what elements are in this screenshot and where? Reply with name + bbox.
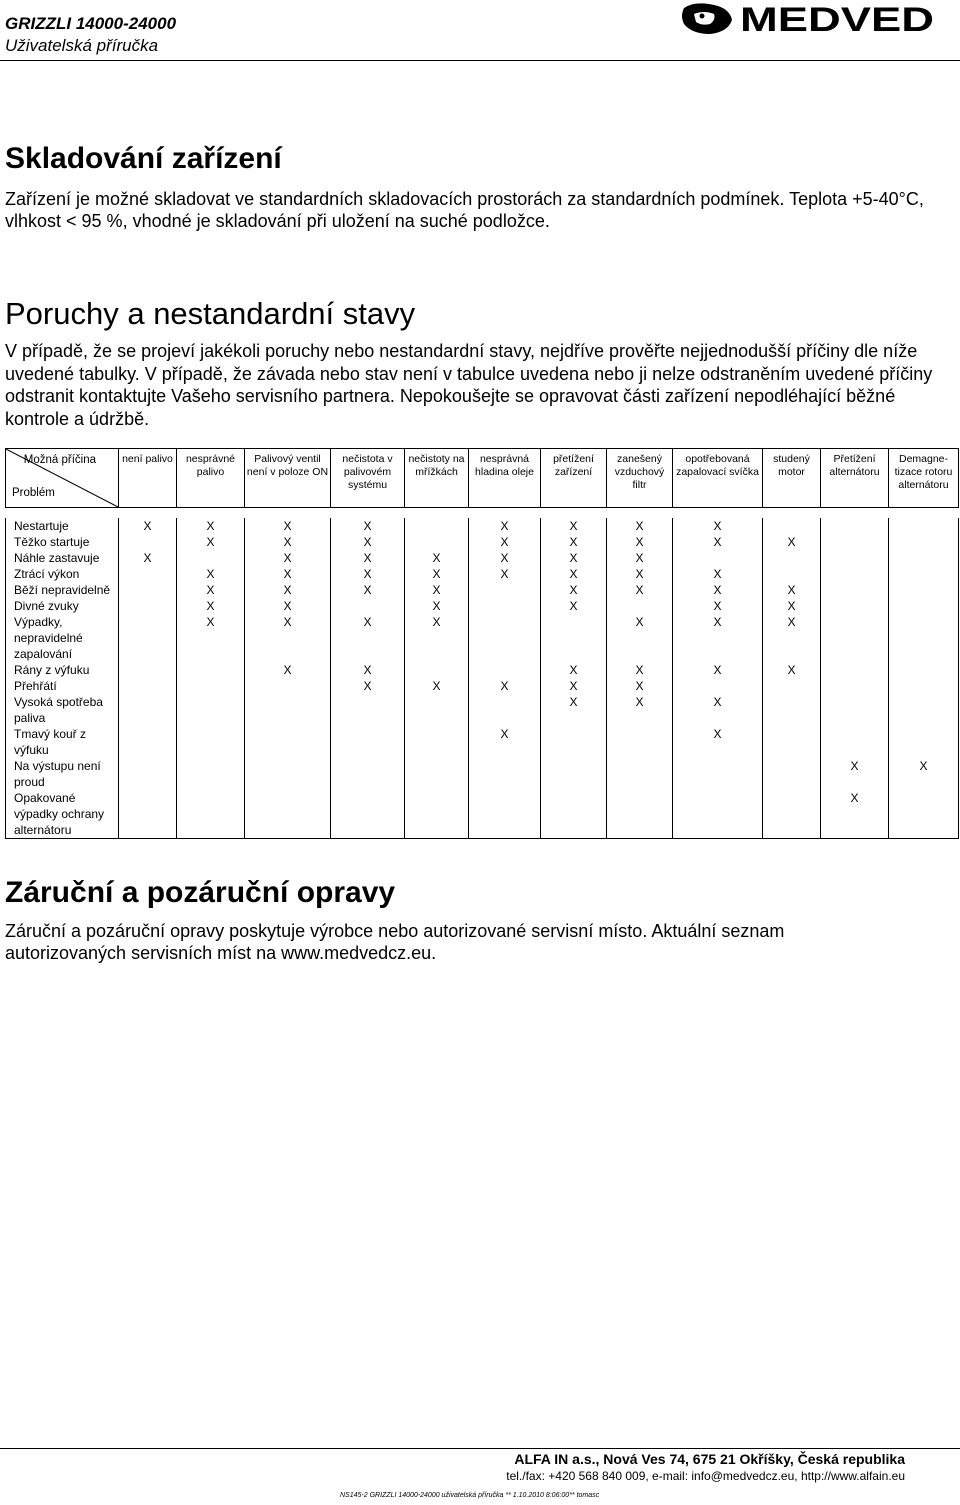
table-row [6, 790, 959, 839]
problem-cell: Vysoká spotřeba paliva [6, 694, 119, 726]
problem-cell: Těžko startuje [6, 534, 119, 550]
cause-mark-cell [821, 550, 889, 566]
manual-subtitle: Uživatelská příručka [5, 36, 159, 55]
problem-cell: Opakované výpadky ochrany alternátoru [6, 790, 119, 839]
warranty-heading: Záruční a pozáruční opravy [5, 876, 396, 909]
cause-mark-cell [245, 678, 331, 694]
cause-mark-cell: X [673, 534, 763, 550]
cause-mark-cell [889, 614, 959, 662]
cause-mark-cell [177, 694, 245, 726]
cause-mark-cell: X [541, 678, 607, 694]
cause-mark-cell [889, 582, 959, 598]
spacer-cell [119, 508, 177, 519]
cause-mark-cell [177, 726, 245, 758]
cause-mark-cell [331, 726, 405, 758]
cause-mark-cell [119, 582, 177, 598]
table-body [6, 508, 959, 839]
cause-mark-cell [821, 726, 889, 758]
cause-mark-cell [177, 678, 245, 694]
cause-mark-cell [889, 518, 959, 534]
cause-mark-cell [889, 694, 959, 726]
cause-mark-cell [889, 598, 959, 614]
cause-mark-cell [177, 550, 245, 566]
table-row [6, 566, 959, 582]
cause-mark-cell: X [331, 518, 405, 534]
cause-mark-cell [119, 790, 177, 839]
problem-cell: Náhle zastavuje [6, 550, 119, 566]
cause-mark-cell: X [673, 582, 763, 598]
cause-header-cell: opotřebovaná zapalovací svíčka [673, 449, 763, 508]
cause-mark-cell: X [607, 550, 673, 566]
cause-mark-cell [541, 614, 607, 662]
cause-mark-cell [889, 566, 959, 582]
table-row [6, 614, 959, 662]
problem-cell: Přehřátí [6, 678, 119, 694]
cause-mark-cell [763, 790, 821, 839]
troubleshooting-table [5, 448, 959, 839]
cause-mark-cell: X [245, 518, 331, 534]
cause-mark-cell: X [177, 566, 245, 582]
cause-mark-cell: X [405, 678, 469, 694]
cause-mark-cell [889, 678, 959, 694]
cause-mark-cell [245, 694, 331, 726]
problem-cell: Nestartuje [6, 518, 119, 534]
cause-mark-cell [607, 598, 673, 614]
header-divider [0, 60, 960, 61]
cause-mark-cell: X [469, 566, 541, 582]
cause-mark-cell [119, 566, 177, 582]
cause-mark-cell [469, 614, 541, 662]
faults-heading: Poruchy a nestandardní stavy [5, 296, 416, 331]
cause-mark-cell: X [331, 614, 405, 662]
cause-mark-cell: X [763, 598, 821, 614]
spacer-cell [889, 508, 959, 519]
cause-mark-cell: X [405, 566, 469, 582]
cause-mark-cell [405, 758, 469, 790]
cause-mark-cell: X [405, 582, 469, 598]
table-corner-cell [6, 449, 119, 508]
cause-mark-cell [607, 790, 673, 839]
cause-mark-cell: X [177, 598, 245, 614]
spacer-cell [177, 508, 245, 519]
cause-mark-cell [245, 726, 331, 758]
cause-mark-cell [821, 534, 889, 550]
table-row [6, 518, 959, 534]
cause-mark-cell: X [607, 694, 673, 726]
cause-mark-cell: X [889, 758, 959, 790]
cause-mark-cell: X [821, 790, 889, 839]
cause-mark-cell: X [331, 550, 405, 566]
cause-mark-cell [821, 598, 889, 614]
cause-mark-cell [245, 790, 331, 839]
cause-mark-cell: X [245, 534, 331, 550]
cause-mark-cell [119, 598, 177, 614]
cause-mark-cell: X [405, 550, 469, 566]
footer-contact: tel./fax: +420 568 840 009, e-mail: info@medvedcz.eu, http://www.alfain.eu [506, 1469, 905, 1483]
cause-mark-cell [821, 566, 889, 582]
cause-header-cell: zanešený vzduchový filtr [607, 449, 673, 508]
cause-mark-cell: X [673, 598, 763, 614]
cause-mark-cell: X [541, 566, 607, 582]
cause-header-cell: Přetížení alternátoru [821, 449, 889, 508]
cause-header-cell: studený motor [763, 449, 821, 508]
cause-mark-cell [889, 534, 959, 550]
footer-company: ALFA IN a.s., Nová Ves 74, 675 21 Okříšky, Česká republika [514, 1451, 905, 1467]
cause-mark-cell: X [245, 614, 331, 662]
cause-mark-cell [331, 790, 405, 839]
cause-mark-cell: X [673, 726, 763, 758]
table-row [6, 758, 959, 790]
table-row [6, 726, 959, 758]
cause-mark-cell [541, 758, 607, 790]
problem-cell: Na výstupu není proud [6, 758, 119, 790]
problem-cell: Běží nepravidelně [6, 582, 119, 598]
cause-mark-cell: X [541, 534, 607, 550]
cause-mark-cell [177, 758, 245, 790]
cause-mark-cell: X [245, 598, 331, 614]
cause-mark-cell: X [541, 582, 607, 598]
cause-mark-cell [119, 758, 177, 790]
cause-mark-cell [763, 758, 821, 790]
cause-mark-cell: X [541, 662, 607, 678]
cause-header-cell: nečistota v palivovém systému [331, 449, 405, 508]
cause-header-cell: není palivo [119, 449, 177, 508]
cause-mark-cell [331, 758, 405, 790]
spacer-cell [607, 508, 673, 519]
cause-mark-cell [331, 598, 405, 614]
medved-logo [680, 2, 936, 36]
cause-mark-cell: X [405, 598, 469, 614]
cause-header-cell: nečistoty na mřížkách [405, 449, 469, 508]
cause-mark-cell [889, 790, 959, 839]
cause-mark-cell: X [469, 550, 541, 566]
cause-mark-cell [607, 726, 673, 758]
cause-mark-cell [245, 758, 331, 790]
table-row [6, 694, 959, 726]
cause-mark-cell [821, 694, 889, 726]
cause-mark-cell [673, 758, 763, 790]
table-row [6, 662, 959, 678]
cause-mark-cell [469, 758, 541, 790]
cause-mark-cell: X [607, 582, 673, 598]
footer-divider [0, 1448, 960, 1449]
cause-mark-cell [673, 790, 763, 839]
cause-mark-cell: X [331, 534, 405, 550]
cause-mark-cell: X [331, 678, 405, 694]
table-row [6, 534, 959, 550]
warranty-text: Záruční a pozáruční opravy poskytuje výrobce nebo autorizované servisní místo. Aktuální seznam autorizovaných servisních míst na www.medvedcz.eu. [5, 921, 785, 963]
table-row [6, 678, 959, 694]
product-title: GRIZZLI 14000-24000 [5, 14, 177, 33]
cause-mark-cell [889, 726, 959, 758]
cause-mark-cell [469, 598, 541, 614]
cause-header-cell: nesprávná hladina oleje [469, 449, 541, 508]
cause-mark-cell [469, 790, 541, 839]
cause-mark-cell: X [177, 534, 245, 550]
table-row [6, 598, 959, 614]
cause-mark-cell: X [119, 518, 177, 534]
cause-mark-cell [821, 678, 889, 694]
cause-mark-cell: X [673, 566, 763, 582]
cause-mark-cell [177, 662, 245, 678]
problem-cell: Tmavý kouř z výfuku [6, 726, 119, 758]
cause-mark-cell [405, 662, 469, 678]
cause-mark-cell [889, 662, 959, 678]
spacer-cell [405, 508, 469, 519]
cause-mark-cell [119, 694, 177, 726]
cause-mark-cell: X [673, 662, 763, 678]
cause-mark-cell [541, 790, 607, 839]
cause-mark-cell: X [763, 662, 821, 678]
cause-mark-cell: X [763, 534, 821, 550]
cause-mark-cell: X [331, 566, 405, 582]
cause-mark-cell [541, 726, 607, 758]
cause-mark-cell [119, 614, 177, 662]
table-row [6, 582, 959, 598]
cause-mark-cell [889, 550, 959, 566]
storage-heading: Skladování zařízení [5, 142, 282, 175]
cause-mark-cell: X [541, 694, 607, 726]
corner-problem-label: Problém [12, 487, 55, 499]
problem-cell: Výpadky, nepravidelné zapalování [6, 614, 119, 662]
table-header-row [6, 449, 959, 508]
cause-mark-cell: X [607, 614, 673, 662]
logo-wordmark: MEDVED [740, 2, 934, 36]
cause-mark-cell [821, 582, 889, 598]
bear-head-icon [682, 3, 732, 34]
cause-mark-cell: X [245, 662, 331, 678]
cause-mark-cell: X [541, 598, 607, 614]
cause-mark-cell [821, 518, 889, 534]
cause-mark-cell [405, 790, 469, 839]
cause-mark-cell: X [245, 582, 331, 598]
cause-mark-cell: X [177, 614, 245, 662]
cause-mark-cell: X [763, 582, 821, 598]
cause-mark-cell [763, 678, 821, 694]
cause-mark-cell [763, 694, 821, 726]
cause-mark-cell [469, 694, 541, 726]
cause-mark-cell [119, 662, 177, 678]
cause-mark-cell [763, 550, 821, 566]
cause-mark-cell: X [469, 726, 541, 758]
cause-header-cell: nesprávné palivo [177, 449, 245, 508]
spacer-cell [331, 508, 405, 519]
cause-mark-cell [763, 518, 821, 534]
cause-mark-cell: X [607, 534, 673, 550]
cause-mark-cell: X [245, 550, 331, 566]
spacer-cell [245, 508, 331, 519]
faults-text: V případě, že se projeví jakékoli poruchy nebo nestandardní stavy, nejdříve prověřte nejjednodušší příčiny dle níže uvedené tabulky. V případě, že závada nebo stav není v tabulce uvedena nebo ji nelze odstraněním uvedené příčiny odstranit kontaktujte Vašeho servisního partnera. Nepokoušejte se opravovat části zařízení nepodléhající běžné kontrole a údržbě. [5, 341, 933, 429]
cause-mark-cell: X [469, 518, 541, 534]
cause-mark-cell [119, 726, 177, 758]
table-row [6, 550, 959, 566]
spacer-cell [6, 508, 119, 519]
cause-mark-cell: X [541, 550, 607, 566]
problem-cell: Divné zvuky [6, 598, 119, 614]
cause-mark-cell: X [245, 566, 331, 582]
cause-mark-cell [119, 678, 177, 694]
spacer-cell [821, 508, 889, 519]
cause-header-cell: Palivový ventil není v poloze ON [245, 449, 331, 508]
cause-mark-cell [607, 758, 673, 790]
cause-mark-cell [405, 726, 469, 758]
cause-mark-cell: X [673, 518, 763, 534]
cause-mark-cell: X [763, 614, 821, 662]
spacer-cell [763, 508, 821, 519]
cause-header-cell: Demagne-tizace rotoru alternátoru [889, 449, 959, 508]
cause-mark-cell [763, 566, 821, 582]
cause-mark-cell: X [607, 678, 673, 694]
cause-mark-cell: X [607, 662, 673, 678]
cause-header-cell: přetížení zařízení [541, 449, 607, 508]
cause-mark-cell: X [177, 518, 245, 534]
storage-text: Zařízení je možné skladovat ve standardních skladovacích prostorách za standardních podmínek. Teplota +5-40°C, vlhkost < 95 %, vhodné je skladování při uložení na suché podložce. [5, 189, 924, 231]
spacer-cell [541, 508, 607, 519]
cause-mark-cell [763, 726, 821, 758]
cause-mark-cell [469, 582, 541, 598]
cause-mark-cell [331, 694, 405, 726]
spacer-cell [673, 508, 763, 519]
problem-cell: Ztrácí výkon [6, 566, 119, 582]
cause-mark-cell: X [541, 518, 607, 534]
cause-mark-cell: X [331, 662, 405, 678]
cause-mark-cell: X [821, 758, 889, 790]
cause-mark-cell: X [469, 534, 541, 550]
cause-mark-cell: X [119, 550, 177, 566]
cause-mark-cell: X [469, 678, 541, 694]
cause-mark-cell [673, 550, 763, 566]
spacer-cell [469, 508, 541, 519]
cause-mark-cell [177, 790, 245, 839]
corner-cause-label: Možná příčina [23, 454, 96, 466]
problem-cell: Rány z výfuku [6, 662, 119, 678]
cause-mark-cell [405, 518, 469, 534]
cause-mark-cell: X [673, 614, 763, 662]
cause-mark-cell: X [331, 582, 405, 598]
cause-mark-cell [821, 614, 889, 662]
cause-mark-cell: X [607, 566, 673, 582]
cause-mark-cell [405, 694, 469, 726]
cause-mark-cell: X [607, 518, 673, 534]
cause-mark-cell [821, 662, 889, 678]
cause-mark-cell: X [673, 694, 763, 726]
cause-mark-cell [405, 534, 469, 550]
footer-doc-ref: NS145-2 GRIZZLI 14000-24000 uživatelská příručka ** 1.10.2010 8:06:00** tomasc [340, 1492, 600, 1499]
cause-mark-cell [119, 534, 177, 550]
table-spacer-row [6, 508, 959, 519]
cause-mark-cell: X [405, 614, 469, 662]
cause-mark-cell [469, 662, 541, 678]
cause-mark-cell: X [177, 582, 245, 598]
cause-mark-cell [673, 678, 763, 694]
